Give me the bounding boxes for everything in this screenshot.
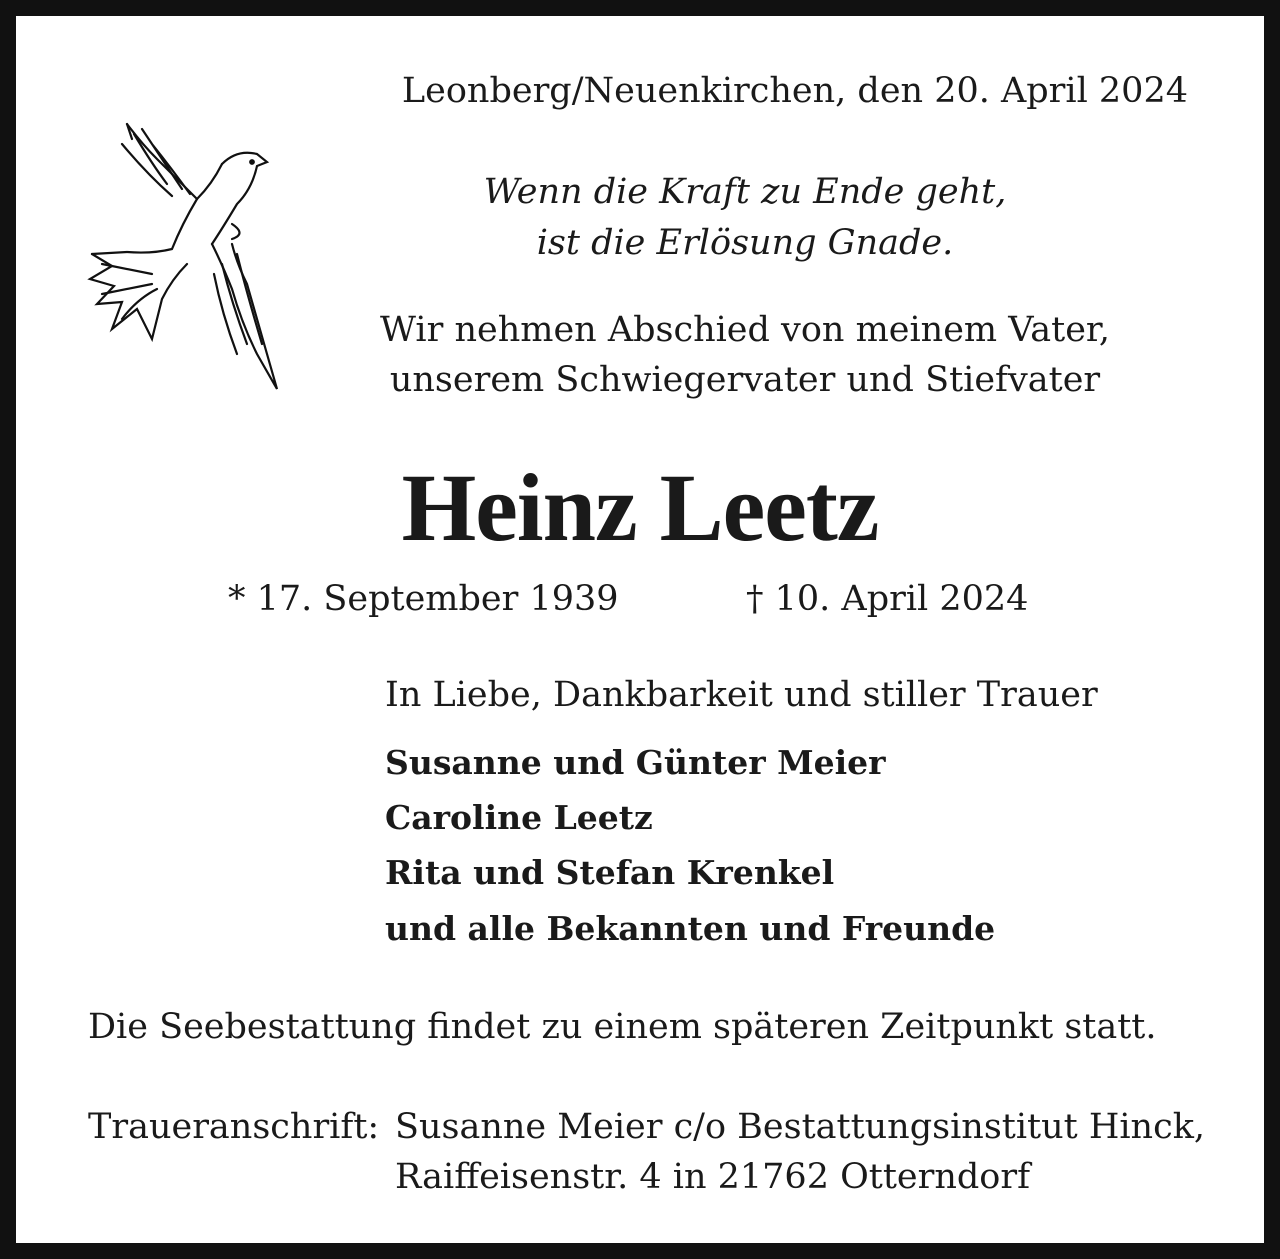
place-date: Leonberg/Neuenkirchen, den 20. April 2024	[401, 71, 1188, 111]
address-line-1: Susanne Meier c/o Bestattungsinstitut Hinck,	[395, 1107, 1206, 1147]
mourner: Caroline Leetz	[385, 798, 653, 837]
address-label: Traueranschrift:	[88, 1107, 380, 1147]
mourning-line: In Liebe, Dankbarkeit und stiller Trauer	[385, 675, 1098, 715]
intro-line-2: unserem Schwiegervater und Stiefvater	[389, 360, 1101, 400]
deceased-name: Heinz Leetz	[401, 454, 879, 561]
funeral-note: Die Seebestattung findet zu einem späteren Zeitpunkt statt.	[88, 1007, 1157, 1047]
intro-line-1: Wir nehmen Abschied von meinem Vater,	[380, 310, 1110, 350]
birth-date: * 17. September 1939	[228, 579, 619, 619]
mourner: und alle Bekannten und Freunde	[385, 909, 996, 948]
quote-line-2: ist die Erlösung Gnade.	[536, 223, 954, 263]
obituary-notice	[16, 16, 1264, 1243]
quote-line-1: Wenn die Kraft zu Ende geht,	[483, 172, 1007, 212]
address-line-2: Raiffeisenstr. 4 in 21762 Otterndorf	[395, 1157, 1031, 1197]
dove-icon	[72, 104, 292, 404]
mourner: Rita und Stefan Krenkel	[385, 853, 835, 892]
mourner: Susanne und Günter Meier	[385, 743, 886, 782]
death-date: † 10. April 2024	[746, 579, 1029, 619]
